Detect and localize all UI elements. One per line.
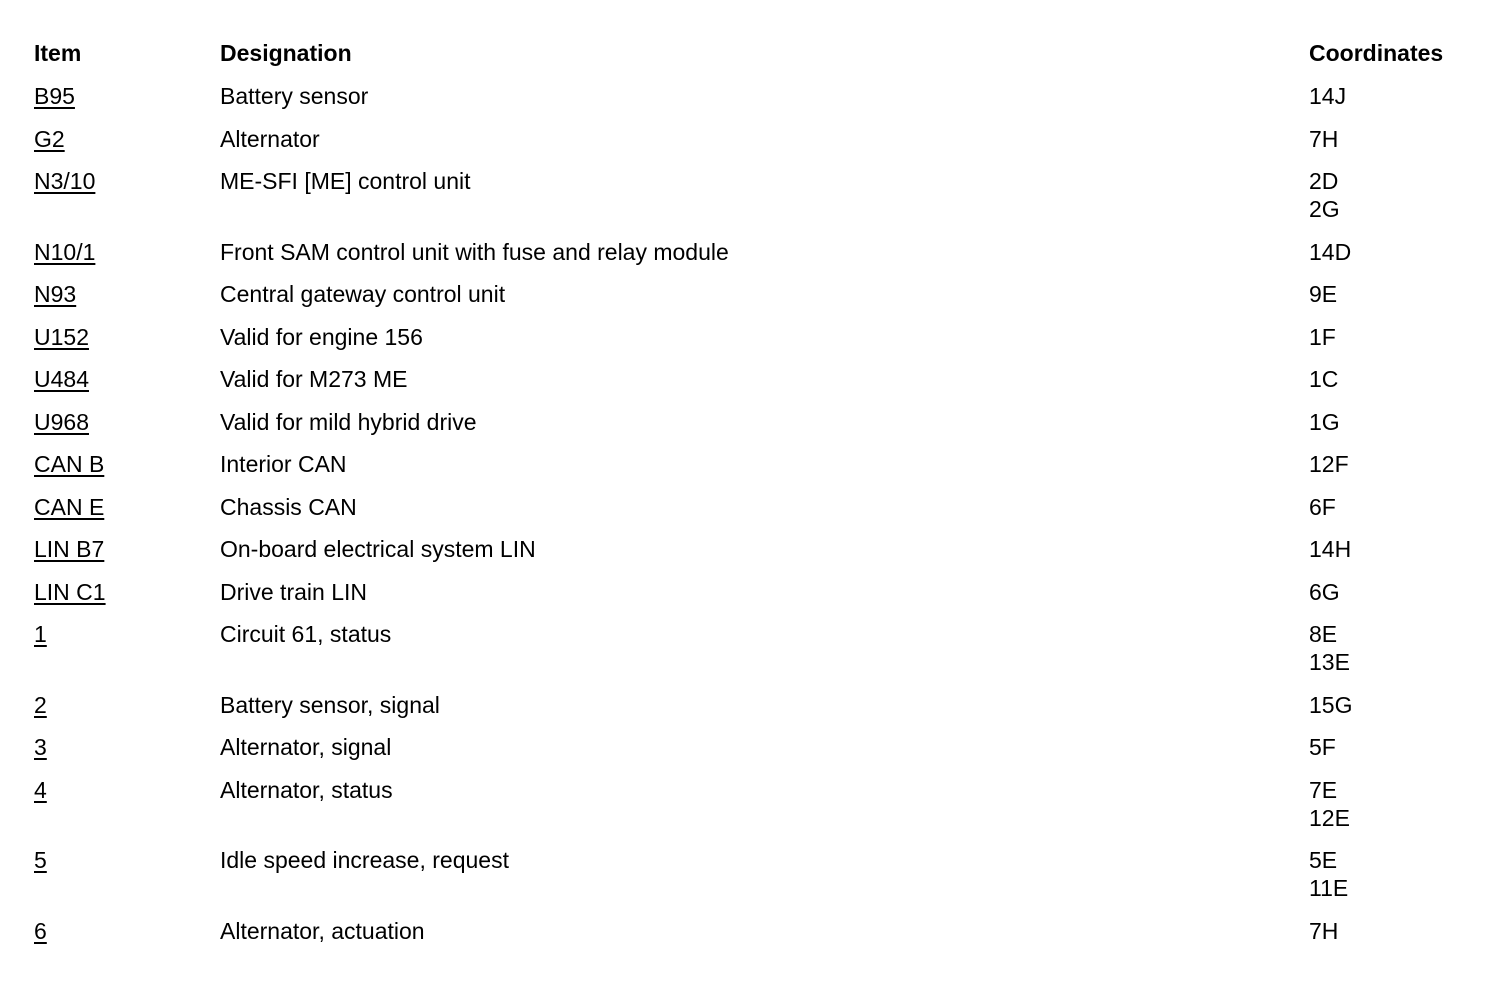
item-link[interactable]: U968 bbox=[34, 408, 89, 435]
coordinate-value: 2D bbox=[1309, 168, 1339, 194]
coordinate-value: 8E bbox=[1309, 621, 1338, 647]
coordinate-value: 1C bbox=[1309, 366, 1339, 392]
item-link[interactable]: 5 bbox=[34, 847, 47, 873]
coordinates-cell bbox=[1309, 578, 1340, 606]
item-link[interactable]: B95 bbox=[34, 83, 75, 109]
coordinate-value: 12E bbox=[1309, 804, 1350, 831]
coordinates-cell bbox=[1309, 323, 1336, 351]
item-link[interactable]: U484 bbox=[34, 366, 89, 392]
coordinates-cell bbox=[1309, 620, 1350, 676]
coordinate-value: 14D bbox=[1309, 238, 1352, 265]
designation-cell: Interior CAN bbox=[220, 451, 347, 477]
item-cell bbox=[34, 450, 104, 478]
coordinate-value: 9E bbox=[1309, 281, 1338, 307]
designation-cell: Valid for M273 ME bbox=[220, 366, 408, 392]
designation-cell: Battery sensor bbox=[220, 83, 369, 109]
coordinate-value: 14J bbox=[1309, 83, 1347, 109]
item-cell bbox=[34, 776, 47, 804]
header-coordinates: Coordinates bbox=[1309, 40, 1444, 66]
item-link[interactable]: CAN E bbox=[34, 493, 105, 520]
item-link[interactable]: N10/1 bbox=[34, 238, 96, 265]
coordinate-value: 7H bbox=[1309, 125, 1339, 152]
item-link[interactable]: 1 bbox=[34, 621, 47, 647]
designation-cell: ME-SFI [ME] control unit bbox=[220, 168, 471, 194]
item-link[interactable]: N3/10 bbox=[34, 168, 96, 194]
designation-cell: Alternator bbox=[220, 125, 320, 152]
item-cell bbox=[34, 917, 47, 945]
coordinates-cell bbox=[1309, 167, 1340, 223]
designation-cell: On-board electrical system LIN bbox=[220, 536, 536, 562]
item-cell bbox=[34, 125, 65, 153]
coordinates-cell bbox=[1309, 365, 1338, 393]
coordinates-cell bbox=[1309, 846, 1348, 902]
item-cell bbox=[34, 578, 106, 606]
item-link[interactable]: U152 bbox=[34, 323, 89, 350]
item-link[interactable]: CAN B bbox=[34, 451, 105, 477]
item-link[interactable]: LIN B7 bbox=[34, 536, 105, 562]
designation-cell: Valid for mild hybrid drive bbox=[220, 408, 477, 435]
item-cell bbox=[34, 365, 89, 393]
item-link[interactable]: G2 bbox=[34, 125, 65, 152]
item-link[interactable]: N93 bbox=[34, 281, 77, 307]
coordinates-cell bbox=[1309, 238, 1351, 266]
item-cell bbox=[34, 620, 47, 648]
item-cell bbox=[34, 733, 47, 761]
designation-cell: Alternator, signal bbox=[220, 734, 392, 760]
coordinates-cell bbox=[1309, 493, 1336, 521]
item-link[interactable]: 2 bbox=[34, 691, 47, 718]
coordinate-value: 13E bbox=[1309, 649, 1350, 675]
item-cell bbox=[34, 238, 95, 266]
coordinates-cell bbox=[1309, 280, 1337, 308]
item-link[interactable]: LIN C1 bbox=[34, 578, 106, 605]
item-cell bbox=[34, 691, 47, 719]
coordinate-value: 7H bbox=[1309, 917, 1339, 944]
coordinate-value: 2G bbox=[1309, 196, 1340, 222]
designation-cell: Drive train LIN bbox=[220, 578, 367, 605]
coordinates-cell bbox=[1309, 691, 1352, 719]
coordinate-value: 5F bbox=[1309, 734, 1336, 760]
coordinate-value: 12F bbox=[1309, 451, 1349, 477]
item-cell bbox=[34, 493, 104, 521]
coordinate-value: 5E bbox=[1309, 847, 1338, 873]
item-link[interactable]: 3 bbox=[34, 734, 47, 760]
item-cell bbox=[34, 408, 89, 436]
coordinates-cell bbox=[1309, 408, 1340, 436]
coordinate-value: 6G bbox=[1309, 578, 1340, 605]
coordinates-cell bbox=[1309, 917, 1338, 945]
coordinate-value: 1G bbox=[1309, 408, 1340, 435]
designation-cell: Alternator, status bbox=[220, 776, 393, 803]
coordinates-cell bbox=[1309, 450, 1349, 478]
coordinates-cell bbox=[1309, 82, 1346, 110]
item-cell bbox=[34, 280, 76, 308]
coordinates-cell bbox=[1309, 776, 1350, 832]
header-designation: Designation bbox=[220, 40, 352, 66]
coordinate-value: 11E bbox=[1309, 875, 1349, 901]
coordinates-cell bbox=[1309, 733, 1336, 761]
item-cell bbox=[34, 846, 47, 874]
header-item: Item bbox=[34, 40, 82, 66]
designation-cell: Central gateway control unit bbox=[220, 281, 506, 307]
item-cell bbox=[34, 535, 104, 563]
designation-cell: Front SAM control unit with fuse and relay module bbox=[220, 238, 729, 265]
coordinate-value: 6F bbox=[1309, 493, 1336, 520]
coordinate-value: 1F bbox=[1309, 323, 1336, 350]
item-link[interactable]: 4 bbox=[34, 776, 47, 803]
designation-cell: Idle speed increase, request bbox=[220, 847, 509, 873]
item-cell bbox=[34, 167, 95, 195]
coordinate-value: 7E bbox=[1309, 776, 1338, 803]
designation-cell: Circuit 61, status bbox=[220, 621, 392, 647]
designation-cell: Valid for engine 156 bbox=[220, 323, 423, 350]
coordinates-cell bbox=[1309, 125, 1338, 153]
coordinates-cell bbox=[1309, 535, 1351, 563]
designation-cell: Battery sensor, signal bbox=[220, 691, 440, 718]
coordinate-value: 15G bbox=[1309, 691, 1353, 718]
item-link[interactable]: 6 bbox=[34, 917, 47, 944]
designation-cell: Chassis CAN bbox=[220, 493, 357, 520]
item-cell bbox=[34, 82, 75, 110]
item-cell bbox=[34, 323, 89, 351]
designation-cell: Alternator, actuation bbox=[220, 917, 425, 944]
coordinate-value: 14H bbox=[1309, 536, 1352, 562]
